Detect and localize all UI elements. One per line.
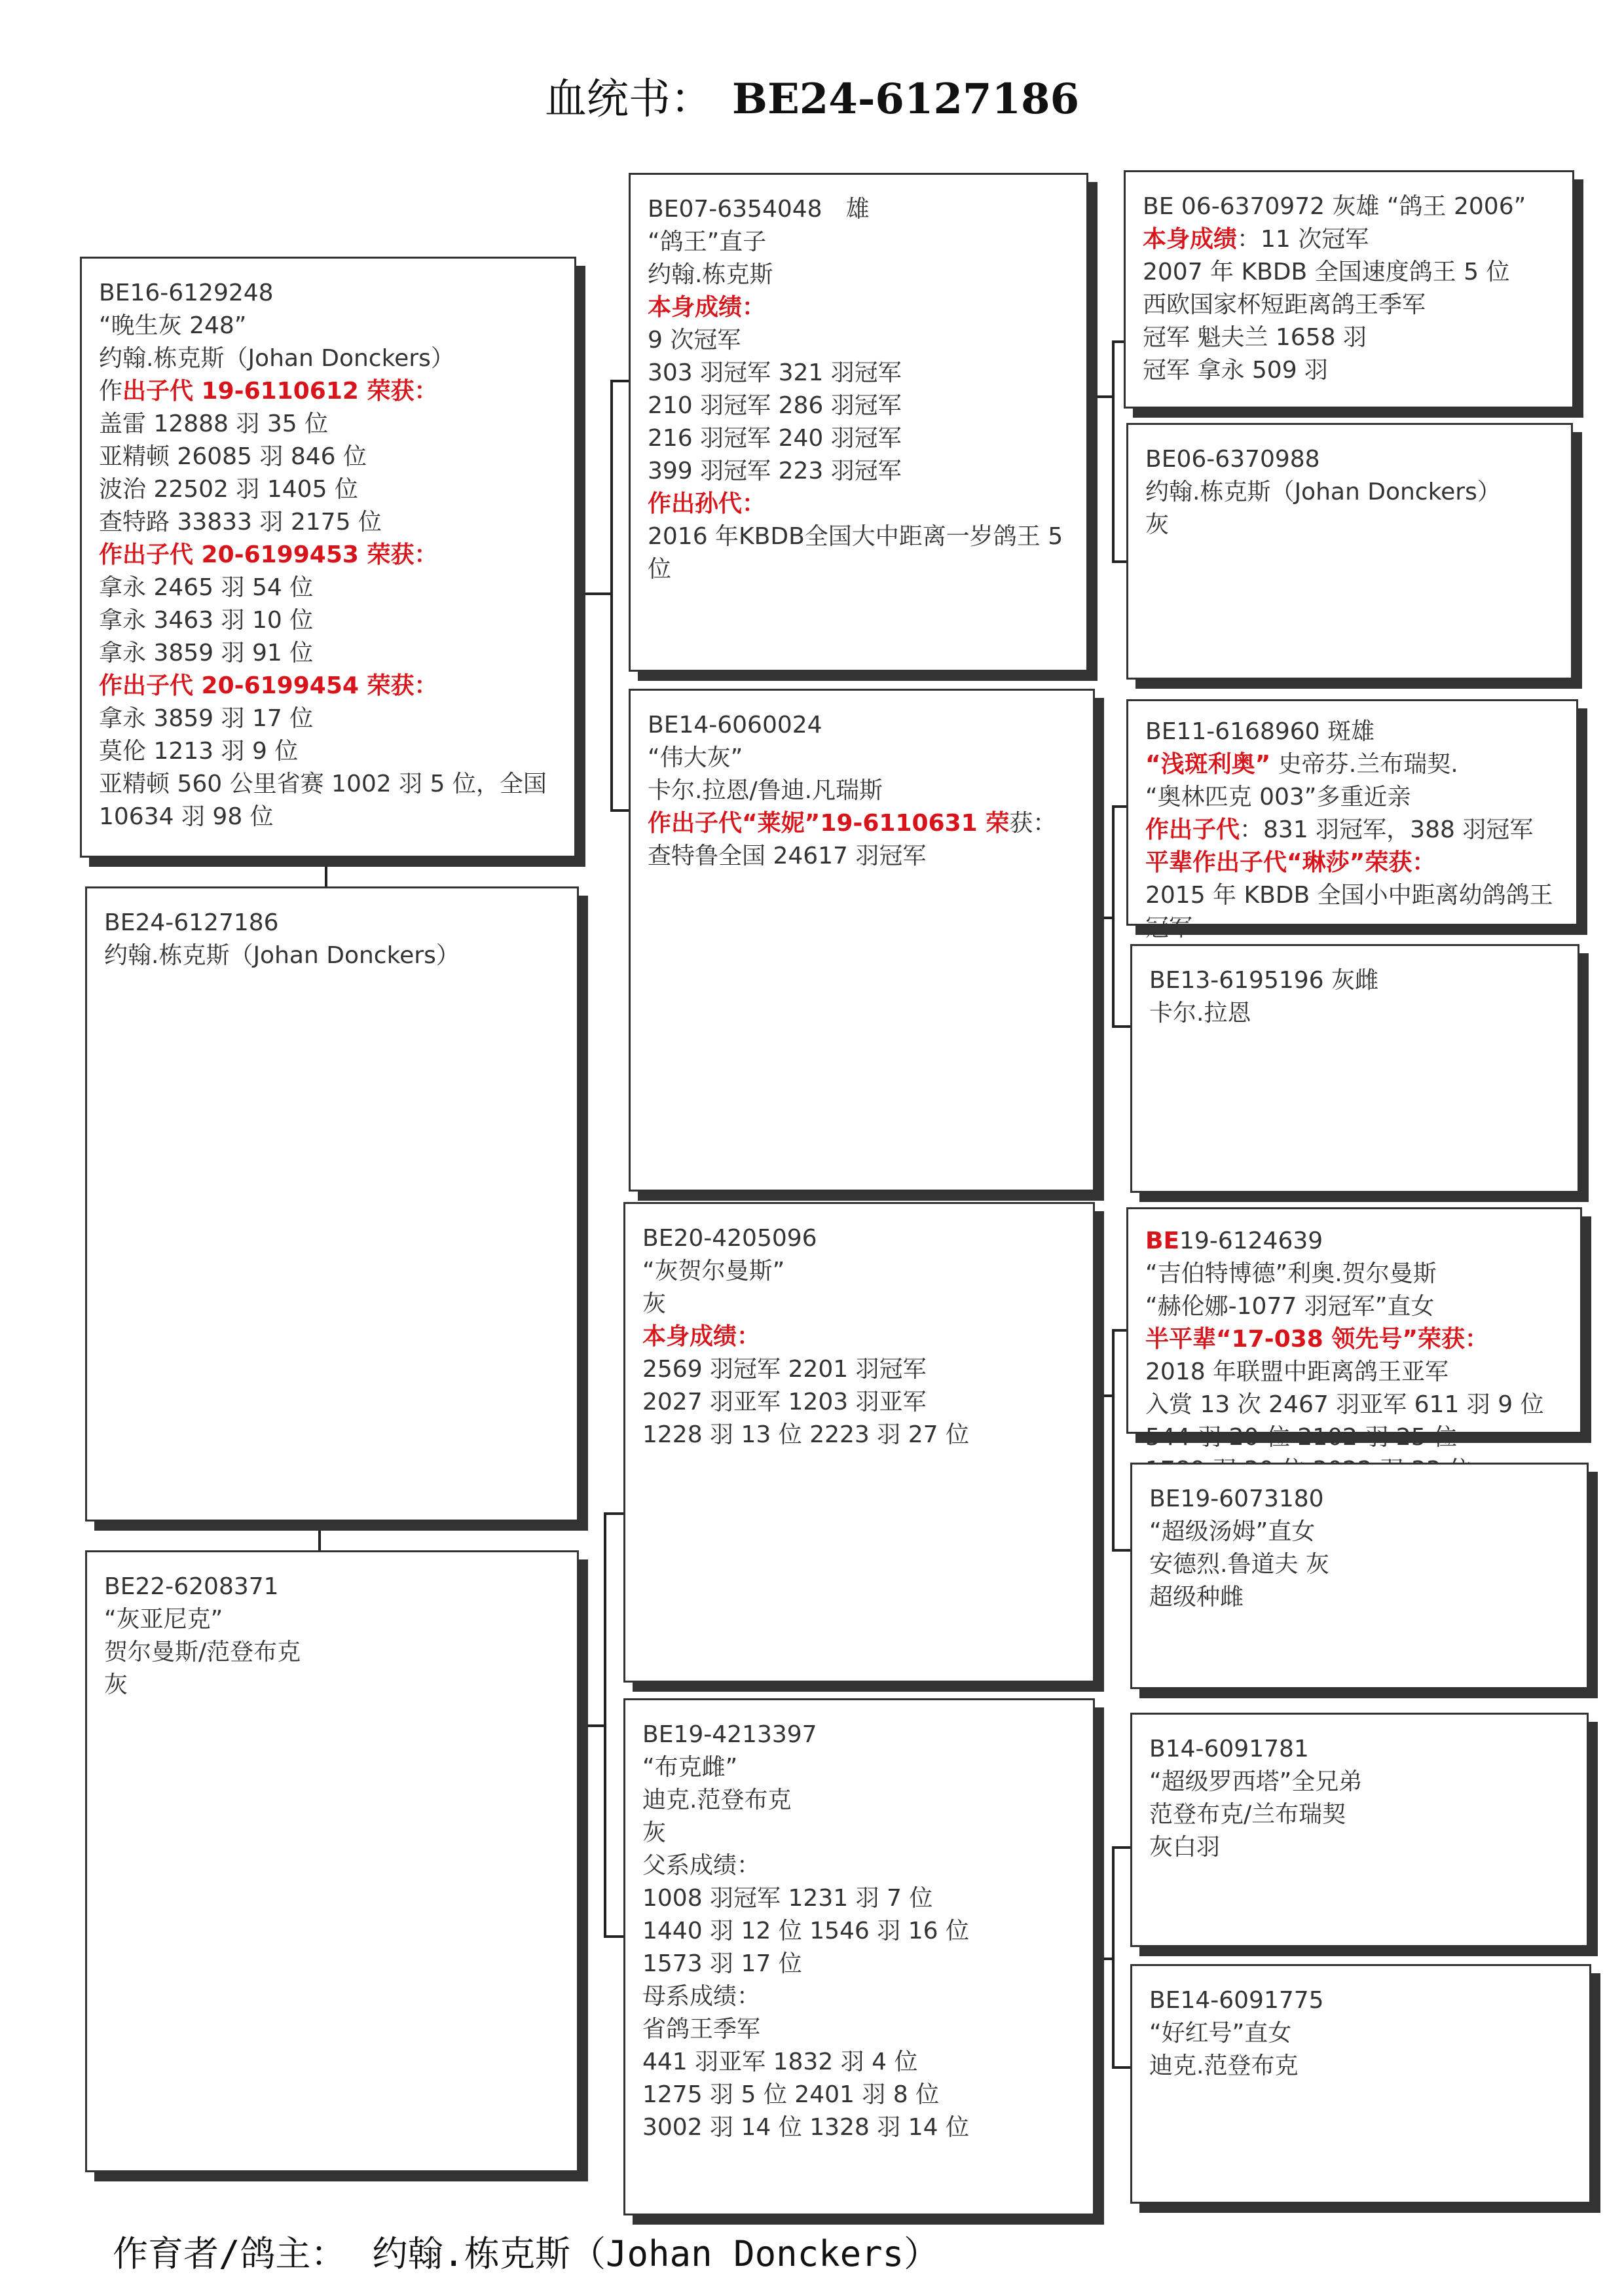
line-text: 灰 bbox=[104, 1671, 128, 1698]
pedigree-line bbox=[648, 742, 1076, 774]
line-text: “布克雌” bbox=[642, 1754, 738, 1781]
line-text: BE 06-6370972 灰雄 “鸽王 2006” bbox=[1143, 193, 1526, 220]
line-text: 母系成绩： bbox=[642, 1983, 761, 2010]
pedigree-line bbox=[1149, 2017, 1572, 2050]
pedigree-line bbox=[1145, 1421, 1563, 1454]
line-text: 2018 年联盟中距离鸽王亚军 bbox=[1145, 1358, 1449, 1385]
line-text: BE14-6091775 bbox=[1149, 1987, 1324, 2014]
connector-line bbox=[1088, 395, 1115, 398]
line-text: 2569 羽冠军 2201 羽冠军 bbox=[642, 1356, 927, 1383]
pedigree-line bbox=[642, 1980, 1076, 2013]
pedigree-line bbox=[1145, 748, 1559, 781]
line-text: 拿永 3859 羽 17 位 bbox=[99, 705, 314, 732]
pedigree-line bbox=[642, 1419, 1076, 1451]
connector-line bbox=[318, 1522, 321, 1550]
pedigree-line bbox=[1149, 1581, 1570, 1614]
line-text: BE20-4205096 bbox=[642, 1225, 817, 1252]
page-title bbox=[0, 65, 1624, 126]
line-text: “灰贺尔曼斯” bbox=[642, 1258, 785, 1285]
line-text: 盖雷 12888 羽 35 位 bbox=[99, 410, 329, 437]
title-ring-number: BE24-6127186 bbox=[731, 75, 1080, 124]
dam-dam-card bbox=[623, 1698, 1095, 2215]
line-text: 1573 羽 17 位 bbox=[642, 1950, 802, 1977]
line-text: 查特路 33833 羽 2175 位 bbox=[99, 509, 382, 536]
line-text: 544 羽 20 位 2102 羽 25 位 bbox=[1145, 1424, 1458, 1451]
line-text: “超级罗西塔”全兄弟 bbox=[1149, 1768, 1363, 1795]
title-label: 血统书： bbox=[544, 75, 712, 124]
pedigree-line bbox=[642, 1321, 1076, 1353]
pedigree-line bbox=[99, 670, 557, 702]
pedigree-line bbox=[1143, 321, 1555, 354]
line-prefix: 作 bbox=[99, 378, 123, 405]
connector-line bbox=[604, 1512, 606, 1938]
dam-dam-sire-card bbox=[1130, 1713, 1589, 1947]
line-text: 1440 羽 12 位 1546 羽 16 位 bbox=[642, 1918, 969, 1944]
connector-line bbox=[610, 380, 629, 382]
pedigree-line bbox=[1145, 476, 1554, 509]
pedigree-line bbox=[1149, 1516, 1570, 1548]
line-text: BE14-6060024 bbox=[648, 712, 822, 738]
sire-card bbox=[80, 257, 576, 858]
line-text: 入赏 13 次 2467 羽亚军 611 羽 9 位 bbox=[1145, 1391, 1544, 1418]
connector-line bbox=[325, 858, 327, 886]
line-text: 9 次冠军 bbox=[648, 327, 741, 354]
pedigree-line bbox=[648, 422, 1069, 455]
connector-line bbox=[604, 1935, 623, 1938]
pedigree-line bbox=[104, 1571, 560, 1603]
highlight-text: 出子代 19-6110612 荣获： bbox=[122, 378, 438, 405]
highlight-text: 平辈作出子代“琳莎”荣获： bbox=[1145, 849, 1436, 876]
line-text: BE11-6168960 斑雄 bbox=[1145, 718, 1375, 745]
line-text: 399 羽冠军 223 羽冠军 bbox=[648, 458, 902, 484]
line-text: 波治 22502 羽 1405 位 bbox=[99, 476, 358, 503]
pedigree-line bbox=[1145, 443, 1554, 476]
pedigree-line bbox=[104, 907, 560, 939]
line-text: 303 羽冠军 321 羽冠军 bbox=[648, 359, 902, 386]
sire-dam-card bbox=[629, 689, 1095, 1192]
line-text: 冠军 魁夫兰 1658 羽 bbox=[1143, 324, 1367, 351]
pedigree-line bbox=[642, 1255, 1076, 1288]
highlight-text: 本身成绩： bbox=[642, 1323, 761, 1350]
pedigree-line bbox=[648, 455, 1069, 488]
line-tail: ：11 次冠军 bbox=[1237, 226, 1369, 253]
line-text: BE22-6208371 bbox=[104, 1573, 279, 1600]
pedigree-line bbox=[104, 1669, 560, 1702]
sire-dam-sire-card bbox=[1126, 699, 1578, 941]
line-tail: 获： bbox=[1009, 810, 1057, 837]
line-text: 拿永 3859 羽 91 位 bbox=[99, 640, 314, 666]
line-text: 西欧国家杯短距离鸽王季军 bbox=[1143, 291, 1426, 318]
pedigree-line bbox=[642, 1948, 1076, 1980]
line-tail: ：831 羽冠军，388 羽冠军 bbox=[1240, 816, 1534, 843]
line-text: 迪克.范登布克 bbox=[1149, 2052, 1299, 2079]
connector-line bbox=[1112, 1846, 1115, 2069]
line-text: BE24-6127186 bbox=[104, 909, 279, 936]
pedigree-line bbox=[1145, 509, 1554, 541]
connector-line bbox=[604, 1512, 623, 1515]
pedigree-line bbox=[1145, 716, 1559, 748]
breeder-name: 约翰.栋克斯（Johan Donckers） bbox=[372, 2233, 940, 2274]
line-text: 迪克.范登布克 bbox=[642, 1787, 792, 1813]
line-text: 1008 羽冠军 1231 羽 7 位 bbox=[642, 1885, 933, 1912]
breeder-footer bbox=[113, 2226, 939, 2276]
dam-card bbox=[85, 1550, 579, 2172]
line-text: “好红号”直女 bbox=[1149, 2020, 1292, 2047]
connector-line bbox=[1112, 1025, 1130, 1028]
line-text: 拿永 2465 羽 54 位 bbox=[99, 574, 314, 601]
pedigree-line bbox=[648, 324, 1069, 357]
line-text: 约翰.栋克斯（Johan Donckers） bbox=[1145, 479, 1501, 505]
line-text: 210 羽冠军 286 羽冠军 bbox=[648, 392, 902, 419]
line-text: 约翰.栋克斯（Johan Donckers） bbox=[104, 942, 460, 969]
pedigree-line bbox=[642, 1386, 1076, 1419]
pedigree-line bbox=[1149, 1733, 1570, 1766]
pedigree-line bbox=[1143, 256, 1555, 289]
pedigree-line bbox=[1145, 1389, 1563, 1421]
connector-line bbox=[1112, 1329, 1115, 1552]
line-text: 范登布克/兰布瑞契 bbox=[1149, 1801, 1346, 1828]
line-text: 查特鲁全国 24617 羽冠军 bbox=[648, 843, 927, 869]
line-text: 216 羽冠军 240 羽冠军 bbox=[648, 425, 902, 452]
pedigree-line bbox=[1145, 1290, 1563, 1323]
line-text: 灰 bbox=[642, 1819, 667, 1846]
pedigree-line bbox=[104, 1603, 560, 1636]
pedigree-line bbox=[642, 1882, 1076, 1915]
line-text: 卡尔.拉恩 bbox=[1149, 1000, 1251, 1027]
line-text: 2007 年 KBDB 全国速度鸽王 5 位 bbox=[1143, 259, 1510, 285]
line-text: 2027 羽亚军 1203 羽亚军 bbox=[642, 1389, 927, 1415]
pedigree-line bbox=[648, 259, 1069, 291]
pedigree-line bbox=[99, 375, 557, 408]
line-text: 灰 bbox=[642, 1290, 667, 1317]
highlight-text: 作出孙代： bbox=[648, 490, 766, 517]
connector-line bbox=[610, 809, 629, 812]
line-text: 亚精顿 560 公里省赛 1002 羽 5 位，全国 10634 羽 98 位 bbox=[99, 771, 547, 830]
highlight-text: 作出子代 bbox=[1145, 816, 1240, 843]
line-text: 灰 bbox=[1145, 511, 1170, 538]
pedigree-line bbox=[1145, 1323, 1563, 1356]
pedigree-line bbox=[648, 840, 1076, 873]
pedigree-line bbox=[642, 1288, 1076, 1321]
line-text: BE13-6195196 灰雌 bbox=[1149, 967, 1379, 994]
pedigree-line bbox=[1149, 1831, 1570, 1864]
pedigree-line bbox=[648, 488, 1069, 520]
highlight-text: 作出子代“莱妮”19-6110631 荣 bbox=[648, 810, 1010, 837]
pedigree-line bbox=[642, 1784, 1076, 1817]
pedigree-line bbox=[99, 441, 557, 473]
line-text: 省鸽王季军 bbox=[642, 2016, 761, 2043]
line-text: BE19-6073180 bbox=[1149, 1485, 1324, 1512]
dam-sire-dam-card bbox=[1130, 1463, 1589, 1689]
pedigree-line bbox=[99, 408, 557, 441]
pedigree-line bbox=[104, 1636, 560, 1669]
pedigree-line bbox=[99, 768, 557, 833]
pedigree-line bbox=[642, 2111, 1076, 2144]
pedigree-line bbox=[642, 1353, 1076, 1386]
pedigree-line bbox=[648, 226, 1069, 259]
line-text: 约翰.栋克斯 bbox=[648, 261, 773, 288]
pedigree-line bbox=[99, 702, 557, 735]
pedigree-line bbox=[642, 2079, 1076, 2111]
connector-line bbox=[1112, 2066, 1130, 2069]
highlight-text: 作出子代 20-6199453 荣获： bbox=[99, 541, 438, 568]
pedigree-line bbox=[1149, 997, 1560, 1030]
pedigree-line bbox=[1149, 1798, 1570, 1831]
line-text: 卡尔.拉恩/鲁迪.凡瑞斯 bbox=[648, 777, 883, 804]
pedigree-line bbox=[1149, 1766, 1570, 1798]
connector-line bbox=[1112, 805, 1115, 1028]
line-text: 441 羽亚军 1832 羽 4 位 bbox=[642, 2049, 918, 2075]
line-text: 1275 羽 5 位 2401 羽 8 位 bbox=[642, 2081, 940, 2108]
connector-line bbox=[1112, 340, 1115, 563]
line-text: 2016 年KBDB全国大中距离一岁鸽王 5 位 bbox=[648, 523, 1063, 583]
pedigree-line bbox=[99, 506, 557, 539]
line-text: 1228 羽 13 位 2223 羽 27 位 bbox=[642, 1421, 969, 1448]
pedigree-line bbox=[648, 807, 1076, 840]
line-text: BE07-6354048 雄 bbox=[648, 196, 870, 223]
highlight-text: 本身成绩： bbox=[648, 294, 766, 321]
line-text: B14-6091781 bbox=[1149, 1736, 1309, 1762]
pedigree-line bbox=[99, 539, 557, 572]
connector-line bbox=[1112, 1549, 1130, 1552]
line-text: 2015 年 KBDB 全国小中距离幼鸽鸽王冠军 bbox=[1145, 882, 1553, 941]
pedigree-line bbox=[648, 193, 1069, 226]
highlight-text: 半平辈“17-038 领先号”荣获： bbox=[1145, 1326, 1489, 1353]
pedigree-line bbox=[642, 1222, 1076, 1255]
dam-dam-dam-card bbox=[1130, 1964, 1591, 2204]
pedigree-line bbox=[99, 277, 557, 310]
line-text: BE06-6370988 bbox=[1145, 446, 1320, 473]
line-text: BE19-4213397 bbox=[642, 1721, 817, 1748]
pedigree-line bbox=[99, 310, 557, 342]
line-text: 拿永 3463 羽 10 位 bbox=[99, 607, 314, 634]
highlight-text: “浅斑利奥” bbox=[1145, 751, 1271, 778]
pedigree-line bbox=[1149, 1483, 1570, 1516]
subject-card bbox=[85, 886, 579, 1522]
pedigree-line bbox=[648, 390, 1069, 422]
pedigree-line bbox=[1143, 191, 1555, 223]
line-text: “吉伯特博德”利奥.贺尔曼斯 bbox=[1145, 1260, 1437, 1287]
line-text: “灰亚尼克” bbox=[104, 1606, 223, 1633]
pedigree-line bbox=[1145, 814, 1559, 847]
line-tail: 19-6124639 bbox=[1179, 1228, 1323, 1254]
pedigree-line bbox=[1143, 223, 1555, 256]
breeder-label: 作育者/鸽主： bbox=[113, 2233, 346, 2274]
line-text: 3002 羽 14 位 1328 羽 14 位 bbox=[642, 2114, 969, 2141]
sire-sire-card bbox=[629, 173, 1088, 672]
pedigree-line bbox=[99, 735, 557, 768]
connector-line bbox=[610, 380, 613, 812]
line-text: 约翰.栋克斯（Johan Donckers） bbox=[99, 345, 454, 372]
line-text: 莫伦 1213 羽 9 位 bbox=[99, 738, 299, 765]
pedigree-line bbox=[642, 1719, 1076, 1751]
pedigree-line bbox=[648, 357, 1069, 390]
line-text: 贺尔曼斯/范登布克 bbox=[104, 1639, 301, 1666]
pedigree-line bbox=[1145, 781, 1559, 814]
pedigree-line bbox=[1149, 1984, 1572, 2017]
pedigree-line bbox=[642, 1850, 1076, 1882]
connector-line bbox=[576, 1724, 606, 1727]
pedigree-line bbox=[642, 1817, 1076, 1850]
line-text: 安德烈.鲁道夫 灰 bbox=[1149, 1551, 1329, 1578]
pedigree-line bbox=[648, 291, 1069, 324]
line-text: “鸽王”直子 bbox=[648, 228, 767, 255]
sire-dam-dam-card bbox=[1130, 944, 1579, 1193]
line-text: “奥林匹克 003”多重近亲 bbox=[1145, 784, 1411, 811]
sire-sire-sire-card bbox=[1124, 170, 1574, 409]
connector-line bbox=[1112, 1846, 1130, 1849]
pedigree-line bbox=[642, 2013, 1076, 2046]
line-text: “伟大灰” bbox=[648, 744, 743, 771]
highlight-text: BE bbox=[1145, 1228, 1180, 1254]
pedigree-line bbox=[648, 774, 1076, 807]
pedigree-line bbox=[1143, 289, 1555, 321]
pedigree-line bbox=[104, 939, 560, 972]
highlight-text: 本身成绩 bbox=[1143, 226, 1238, 253]
line-text: “超级汤姆”直女 bbox=[1149, 1518, 1316, 1545]
connector-line bbox=[576, 592, 613, 595]
pedigree-line bbox=[1149, 1548, 1570, 1581]
line-text: “赫伦娜-1077 羽冠军”直女 bbox=[1145, 1293, 1435, 1320]
pedigree-line bbox=[1145, 1258, 1563, 1290]
line-text: “晚生灰 248” bbox=[99, 312, 247, 339]
line-text: 灰白羽 bbox=[1149, 1834, 1221, 1861]
pedigree-line bbox=[99, 637, 557, 670]
pedigree-line bbox=[1145, 1356, 1563, 1389]
pedigree-line bbox=[648, 520, 1069, 586]
dam-sire-sire-card bbox=[1126, 1207, 1582, 1451]
line-text: 超级种雌 bbox=[1149, 1584, 1244, 1611]
pedigree-line bbox=[642, 2046, 1076, 2079]
pedigree-line bbox=[1145, 879, 1559, 945]
pedigree-line bbox=[648, 709, 1076, 742]
pedigree-line bbox=[642, 1915, 1076, 1948]
pedigree-line bbox=[1145, 1225, 1563, 1258]
pedigree-line bbox=[1145, 847, 1559, 879]
pedigree-line bbox=[1149, 964, 1560, 997]
line-tail: 史帝芬.兰布瑞契. bbox=[1270, 751, 1458, 778]
pedigree-line bbox=[99, 572, 557, 604]
line-text: 亚精顿 26085 羽 846 位 bbox=[99, 443, 367, 470]
highlight-text: 作出子代 20-6199454 荣获： bbox=[99, 672, 438, 699]
dam-sire-card bbox=[623, 1202, 1095, 1683]
pedigree-line bbox=[99, 342, 557, 375]
line-text: 冠军 拿永 509 羽 bbox=[1143, 357, 1329, 384]
pedigree-line bbox=[1149, 2050, 1572, 2083]
pedigree-line bbox=[1143, 354, 1555, 387]
line-text: BE16-6129248 bbox=[99, 280, 274, 306]
pedigree-line bbox=[99, 604, 557, 637]
pedigree-line bbox=[99, 473, 557, 506]
sire-sire-dam-card bbox=[1126, 423, 1573, 680]
pedigree-line bbox=[642, 1751, 1076, 1784]
line-text: 父系成绩： bbox=[642, 1852, 761, 1879]
